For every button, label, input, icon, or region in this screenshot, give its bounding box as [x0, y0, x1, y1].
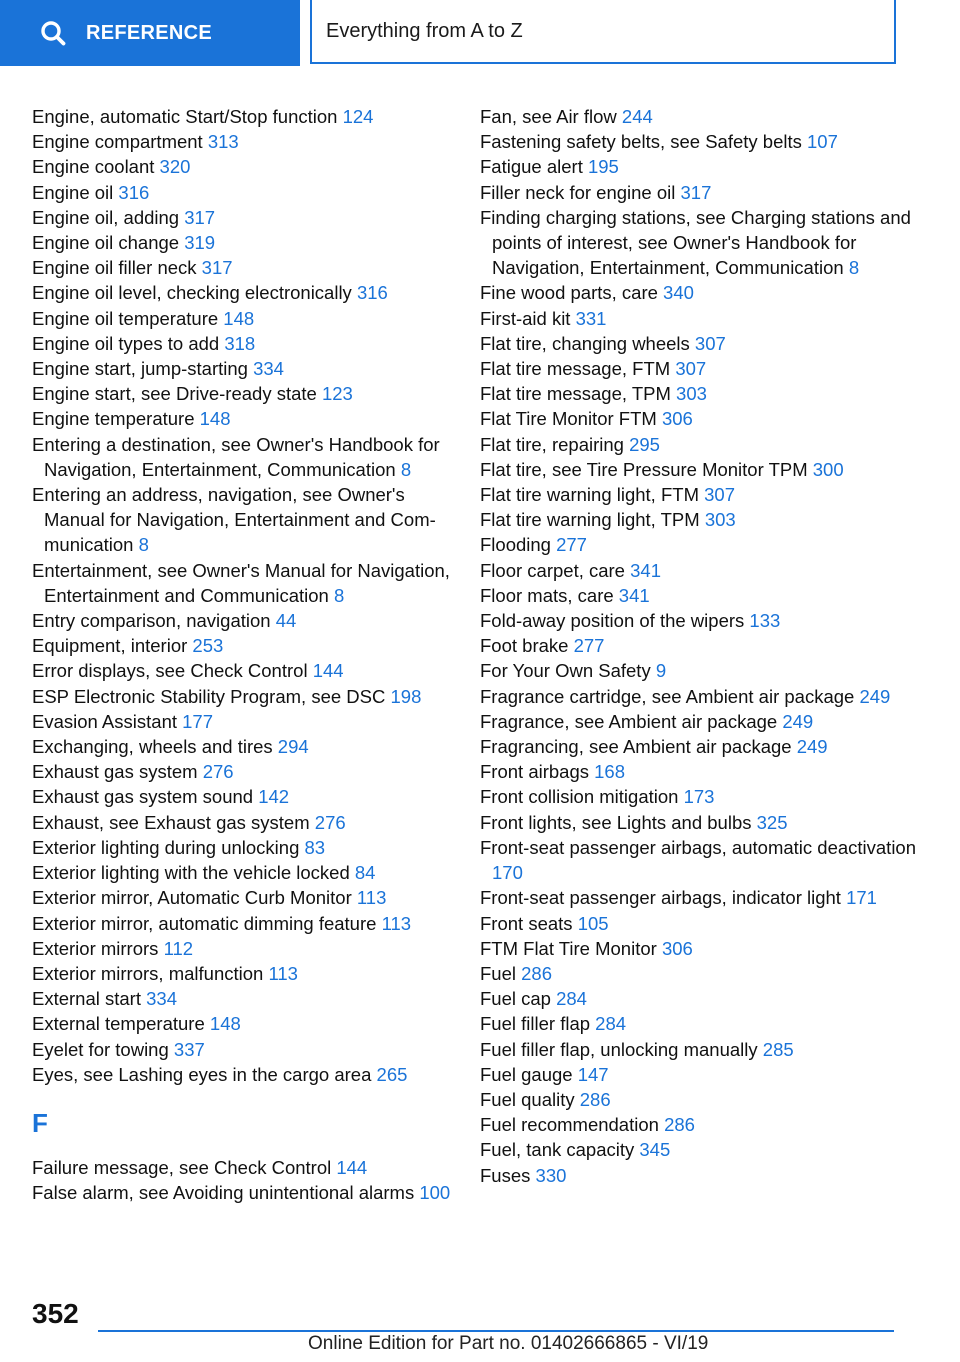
index-entry-text: Flat tire message, TPM	[480, 383, 671, 405]
index-entry-text: Floor carpet, care	[480, 559, 625, 581]
index-entry-text: Engine oil	[32, 181, 114, 203]
index-entry	[32, 255, 462, 280]
section-title: Everything from A to Z	[310, 0, 896, 64]
index-entry	[480, 608, 930, 633]
index-entry-text: Filler neck for engine oil	[480, 181, 676, 203]
index-entry	[32, 1011, 462, 1036]
index-entry	[32, 154, 462, 179]
index-entry	[480, 684, 930, 709]
index-entry-text: Error displays, see Check Control	[32, 660, 308, 682]
page-reference-link[interactable]: 325	[756, 811, 788, 833]
page-reference-link[interactable]: 249	[782, 710, 814, 732]
index-entry	[480, 759, 930, 784]
index-entry-text: Front airbags	[480, 761, 589, 783]
index-entry-text: Engine compartment	[32, 131, 203, 153]
page-reference-link[interactable]: 294	[277, 736, 309, 758]
index-entry	[480, 885, 930, 910]
index-entry	[480, 356, 930, 381]
page-reference-link[interactable]: 147	[577, 1063, 609, 1085]
page-reference-link[interactable]: 317	[184, 206, 216, 228]
index-entry-text: Exterior mirrors	[32, 937, 159, 959]
index-entry-text: Fuel gauge	[480, 1063, 573, 1085]
index-entry-text: Engine oil temperature	[32, 307, 219, 329]
index-entry-text: Flooding	[480, 534, 551, 556]
index-entry-text: Fuel filler flap	[480, 1013, 591, 1035]
index-entry	[480, 104, 930, 129]
page-reference-link[interactable]: 317	[680, 181, 712, 203]
reference-tab-label: REFERENCE	[86, 21, 213, 44]
page-reference-link[interactable]: 340	[663, 282, 694, 304]
index-entry-text: Fragrance cartridge, see Ambient air package	[480, 685, 855, 707]
index-entry	[480, 583, 930, 608]
index-entry-text: Flat tire, see Tire Pressure Monitor TPM	[480, 458, 808, 480]
index-entry	[480, 936, 930, 961]
index-entry	[32, 230, 462, 255]
index-entry	[480, 1112, 930, 1137]
index-entry	[32, 759, 462, 784]
index-entry-text: Flat tire warning light, FTM	[480, 484, 699, 506]
index-entry	[480, 784, 930, 809]
index-entry	[480, 280, 930, 305]
index-entry-text: Entering a destination, see Owner's Handbook for Navigation, Entertainment, Communication	[32, 433, 440, 480]
index-entry-text: For Your Own Safety	[480, 660, 651, 682]
index-entry-text: Engine start, see Drive-ready state	[32, 383, 317, 405]
index-entry-text: Exterior mirror, Automatic Curb Monitor	[32, 887, 352, 909]
index-entry-text: Fastening safety belts, see Safety belts	[480, 131, 802, 153]
page-reference-link[interactable]: 123	[321, 383, 353, 405]
index-entry-text: Fuses	[480, 1164, 531, 1186]
index-entry-text: Entry comparison, navigation	[32, 610, 271, 632]
index-entry	[480, 129, 930, 154]
page-reference-link[interactable]: 265	[376, 1063, 408, 1085]
index-entry	[480, 709, 930, 734]
page-reference-link[interactable]: 286	[664, 1114, 695, 1136]
edition-footer: Online Edition for Part no. 01402666865 - VI/19	[308, 1333, 709, 1354]
index-entry	[480, 658, 930, 683]
page-reference-link[interactable]: 84	[354, 862, 376, 884]
index-entry-text: Flat tire warning light, TPM	[480, 509, 700, 531]
page-reference-link[interactable]: 330	[535, 1164, 567, 1186]
index-entry-text: Fuel recommendation	[480, 1114, 659, 1136]
index-entry-text: Exterior mirrors, malfunction	[32, 962, 264, 984]
page-reference-link[interactable]: 124	[342, 106, 374, 127]
page-reference-link[interactable]: 276	[314, 811, 346, 833]
page-reference-link[interactable]: 9	[655, 660, 667, 682]
index-entry-text: Front lights, see Lights and bulbs	[480, 811, 752, 833]
page-reference-link[interactable]: 341	[618, 584, 650, 606]
index-entry	[32, 658, 462, 683]
page-reference-link[interactable]: 173	[683, 786, 715, 808]
page-reference-link[interactable]: 113	[356, 887, 387, 909]
index-entry-text: FTM Flat Tire Monitor	[480, 937, 657, 959]
page-reference-link[interactable]: 105	[577, 912, 609, 934]
page-reference-link[interactable]: 306	[661, 937, 693, 959]
index-entry	[32, 911, 462, 936]
index-entry	[32, 608, 462, 633]
index-entry-text: Engine coolant	[32, 156, 155, 178]
index-entry	[480, 331, 930, 356]
index-entry-text: Fuel filler flap, unlocking manually	[480, 1038, 758, 1060]
index-entry	[32, 482, 462, 558]
index-entry-text: Exterior lighting during unlocking	[32, 836, 300, 858]
index-entry	[480, 381, 930, 406]
page-reference-link[interactable]: 144	[312, 660, 344, 682]
index-entry	[32, 1062, 462, 1087]
index-entry-text: Front seats	[480, 912, 573, 934]
index-entry	[480, 406, 930, 431]
page-reference-link[interactable]: 277	[556, 534, 587, 556]
page-reference-link[interactable]: 8	[138, 534, 149, 556]
index-entry	[480, 1037, 930, 1062]
index-entry	[480, 1062, 930, 1087]
page-reference-link[interactable]: 168	[594, 761, 626, 783]
index-entry-text: Fuel	[480, 962, 516, 984]
page-reference-link[interactable]: 317	[201, 257, 233, 279]
index-entry-text: Engine temperature	[32, 408, 195, 430]
index-entry	[32, 356, 462, 381]
page-reference-link[interactable]: 286	[521, 962, 553, 984]
page-reference-link[interactable]: 195	[587, 156, 619, 178]
index-entry-text: Engine oil level, checking electronically	[32, 282, 352, 304]
index-entry	[32, 129, 462, 154]
page-reference-link[interactable]: 107	[807, 131, 838, 153]
page-reference-link[interactable]: 318	[224, 332, 256, 354]
index-entry	[480, 507, 930, 532]
index-entry-text: Engine start, jump-starting	[32, 358, 248, 380]
index-entry	[480, 1011, 930, 1036]
page-reference-link[interactable]: 341	[630, 559, 661, 581]
page-reference-link[interactable]: 320	[159, 156, 191, 178]
page-reference-link[interactable]: 295	[629, 433, 660, 455]
index-entry	[32, 734, 462, 759]
page-reference-link[interactable]: 177	[182, 710, 214, 732]
index-entry	[32, 406, 462, 431]
page-reference-link[interactable]: 303	[704, 509, 736, 531]
page-reference-link[interactable]: 100	[419, 1182, 451, 1204]
index-entry-text: External temperature	[32, 1013, 205, 1035]
page-reference-link[interactable]: 148	[199, 408, 231, 430]
index-entry	[32, 306, 462, 331]
search-icon	[40, 20, 66, 46]
page-reference-link[interactable]: 83	[304, 836, 326, 858]
index-entry	[32, 104, 462, 129]
index-entry-text: Flat tire message, FTM	[480, 358, 671, 380]
index-entry-text: Entertainment, see Owner's Manual for Navigation, Entertainment and Communication	[32, 559, 450, 606]
index-entry-text: Eyelet for towing	[32, 1038, 169, 1060]
index-entry	[480, 180, 930, 205]
index-entry-text: Fuel quality	[480, 1088, 575, 1110]
index-entry-text: Exhaust gas system sound	[32, 786, 254, 808]
page-reference-link[interactable]: 249	[796, 736, 828, 758]
page-reference-link[interactable]: 316	[118, 181, 150, 203]
index-entry	[32, 558, 462, 608]
page-reference-link[interactable]: 8	[400, 458, 412, 480]
index-entry-text: Front collision mitigation	[480, 786, 679, 808]
index-entry	[32, 885, 462, 910]
index-entry	[32, 1037, 462, 1062]
index-entry-text: False alarm, see Avoiding unintentional alarms	[32, 1182, 415, 1204]
page-reference-link[interactable]: 316	[356, 282, 388, 304]
page-reference-link[interactable]: 334	[253, 358, 284, 380]
page-reference-link[interactable]: 285	[762, 1038, 794, 1060]
index-entry	[480, 457, 930, 482]
index-entry-text: Front-seat passenger airbags, automatic deactivation	[480, 836, 917, 858]
index-entry	[480, 1163, 930, 1188]
page-reference-link[interactable]: 148	[209, 1013, 241, 1035]
page-reference-link[interactable]: 8	[334, 584, 345, 606]
index-entry	[480, 810, 930, 835]
reference-tab[interactable]	[0, 0, 300, 66]
index-entry	[32, 331, 462, 356]
page-reference-link[interactable]: 249	[859, 685, 891, 707]
index-list-f	[32, 1155, 462, 1205]
index-entry-text: Engine oil filler neck	[32, 257, 197, 279]
page-reference-link[interactable]: 171	[846, 887, 877, 909]
page-reference-link[interactable]: 284	[595, 1013, 627, 1035]
index-entry	[32, 684, 462, 709]
page-reference-link[interactable]: 303	[676, 383, 707, 405]
section-letter-heading: F	[32, 1107, 48, 1138]
page-reference-link[interactable]: 142	[258, 786, 290, 808]
index-entry	[480, 432, 930, 457]
index-entry	[480, 154, 930, 179]
page-reference-link[interactable]: 307	[675, 358, 707, 380]
page-reference-link[interactable]: 306	[661, 408, 693, 430]
index-entry-text: Flat Tire Monitor FTM	[480, 408, 657, 430]
page-reference-link[interactable]: 148	[223, 307, 255, 329]
index-entry-text: Finding charging stations, see Charging stations and points of interest, see Owner's Handbook for Navigation, Entertainment, Communication	[480, 206, 911, 279]
index-entry	[32, 180, 462, 205]
index-entry-text: Fuel, tank capacity	[480, 1139, 635, 1161]
index-entry	[32, 280, 462, 305]
index-entry	[32, 810, 462, 835]
index-entry	[480, 911, 930, 936]
index-entry-text: First-aid kit	[480, 307, 571, 329]
index-entry	[32, 936, 462, 961]
index-entry-text: Front-seat passenger airbags, indicator light	[480, 887, 841, 909]
page-reference-link[interactable]: 300	[812, 458, 844, 480]
index-entry	[32, 709, 462, 734]
page-reference-link[interactable]: 286	[579, 1088, 611, 1110]
index-entry	[480, 306, 930, 331]
index-entry	[32, 432, 462, 482]
index-entry	[32, 961, 462, 986]
page-reference-link[interactable]: 276	[202, 761, 234, 783]
page-reference-link[interactable]: 244	[621, 106, 653, 127]
index-entry	[480, 734, 930, 759]
page-reference-link[interactable]: 345	[639, 1139, 671, 1161]
index-entry	[32, 835, 462, 860]
index-entry-text: Floor mats, care	[480, 584, 614, 606]
index-entry-text: Engine oil, adding	[32, 206, 180, 228]
index-entry	[480, 558, 930, 583]
index-entry-text: Failure message, see Check Control	[32, 1156, 332, 1178]
page-reference-link[interactable]: 133	[749, 610, 781, 632]
index-entry	[480, 1137, 930, 1162]
index-entry-text: Flat tire, changing wheels	[480, 332, 690, 354]
footer-divider	[98, 1330, 894, 1332]
page-reference-link[interactable]: 337	[173, 1038, 205, 1060]
index-entry-text: Exchanging, wheels and tires	[32, 736, 273, 758]
index-entry-text: Fan, see Air flow	[480, 106, 617, 127]
page-reference-link[interactable]: 8	[848, 257, 860, 279]
index-entry-text: Engine oil change	[32, 232, 180, 254]
index-list-f-continued	[480, 104, 930, 1188]
page-reference-link[interactable]: 313	[207, 131, 239, 153]
index-entry	[32, 784, 462, 809]
index-entry-text: Fatigue alert	[480, 156, 583, 178]
index-entry-text: Engine oil types to add	[32, 332, 220, 354]
index-entry-text: Exterior mirror, automatic dimming feature	[32, 912, 377, 934]
index-list-e	[32, 104, 462, 1087]
index-entry	[480, 532, 930, 557]
page-reference-link[interactable]: 112	[163, 937, 194, 959]
page-reference-link[interactable]: 307	[694, 332, 726, 354]
page-reference-link[interactable]: 113	[268, 962, 298, 984]
page-reference-link[interactable]: 44	[275, 610, 297, 632]
index-entry-text: Fragrance, see Ambient air package	[480, 710, 778, 732]
index-entry-text: Exhaust, see Exhaust gas system	[32, 811, 310, 833]
index-entry-text: Fragrancing, see Ambient air package	[480, 736, 792, 758]
index-entry-text: Foot brake	[480, 635, 569, 657]
index-entry-text: External start	[32, 988, 141, 1010]
index-entry	[32, 986, 462, 1011]
index-entry	[32, 633, 462, 658]
index-entry	[32, 1180, 462, 1205]
index-entry	[480, 961, 930, 986]
page-number: 352	[32, 1298, 79, 1329]
index-entry	[480, 205, 930, 281]
page-reference-link[interactable]: 277	[573, 635, 605, 657]
index-entry-text: Fold-away position of the wipers	[480, 610, 745, 632]
index-entry-text: Fuel cap	[480, 988, 551, 1010]
index-entry	[32, 205, 462, 230]
index-entry-text: ESP Electronic Stability Program, see DSC	[32, 685, 386, 707]
index-entry-text: Exterior lighting with the vehicle locked	[32, 862, 350, 884]
index-entry	[32, 1155, 462, 1180]
page-reference-link[interactable]: 113	[381, 912, 412, 934]
page-reference-link[interactable]: 331	[575, 307, 607, 329]
index-entry-text: Entering an address, navigation, see Owner's Manual for Navigation, Entertainment and Communication	[32, 484, 436, 556]
page-reference-link[interactable]: 170	[492, 862, 523, 884]
index-entry-text: Exhaust gas system	[32, 761, 198, 783]
index-entry	[32, 381, 462, 406]
page-reference-link[interactable]: 319	[184, 232, 216, 254]
index-column-left	[32, 104, 462, 1205]
index-entry	[480, 633, 930, 658]
index-entry-text: Eyes, see Lashing eyes in the cargo area	[32, 1063, 372, 1085]
page-reference-link[interactable]: 253	[192, 635, 224, 657]
index-entry-text: Flat tire, repairing	[480, 433, 624, 455]
page-reference-link[interactable]: 307	[704, 484, 735, 506]
index-entry-text: Evasion Assistant	[32, 710, 177, 732]
index-column-right	[480, 104, 930, 1188]
index-entry	[480, 482, 930, 507]
page-reference-link[interactable]: 198	[390, 685, 422, 707]
index-entry	[32, 860, 462, 885]
page-reference-link[interactable]: 284	[556, 988, 587, 1010]
index-entry-text: Engine, automatic Start/Stop function	[32, 106, 338, 127]
index-entry	[480, 986, 930, 1011]
index-entry-text: Fine wood parts, care	[480, 282, 658, 304]
index-entry	[480, 1087, 930, 1112]
page-reference-link[interactable]: 144	[336, 1156, 368, 1178]
page-reference-link[interactable]: 334	[146, 988, 178, 1010]
index-entry	[480, 835, 930, 885]
index-entry-text: Equipment, interior	[32, 635, 188, 657]
